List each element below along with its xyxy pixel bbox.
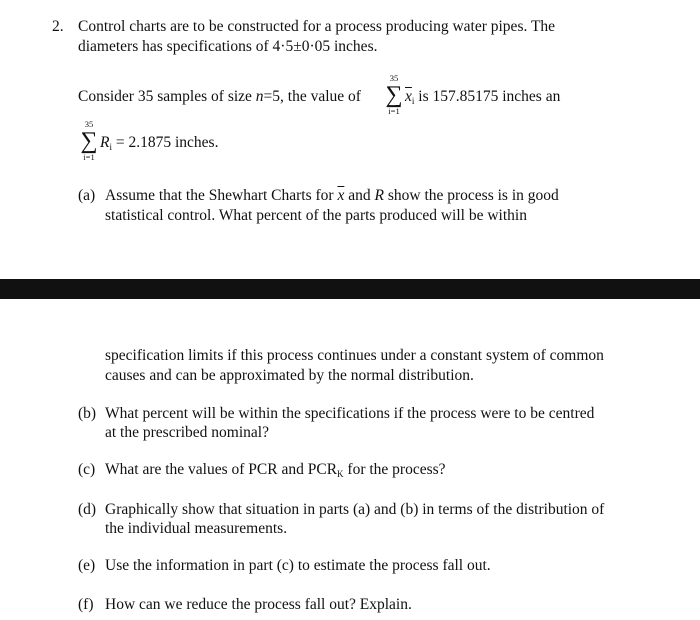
- part-a-line-2: statistical control. What percent of the parts produced will be within: [105, 207, 527, 224]
- xbar-term: [405, 88, 560, 106]
- part-b-label: (b): [78, 405, 97, 422]
- r-variable: R: [100, 134, 110, 151]
- part-c-text-end: for the process?: [343, 461, 446, 478]
- part-a-line-4: causes and can be approximated by the normal distribution.: [105, 367, 474, 384]
- r-sum-upper: 35: [84, 119, 94, 129]
- consider-text: Consider 35 samples of size: [78, 88, 256, 105]
- xbar-variable: $\overline{x}$: [405, 88, 412, 105]
- pcrk-subscript: K: [337, 469, 344, 479]
- sigma-symbol: ∑: [385, 82, 403, 108]
- part-b-line-1: What percent will be within the specifications if the process were to be centred: [105, 405, 595, 422]
- part-d-line-1: Graphically show that situation in parts (a) and (b) in terms of the distribution of: [105, 501, 605, 518]
- part-a-text: Assume that the Shewhart Charts for: [105, 187, 334, 204]
- problem-number: 2.: [52, 18, 64, 35]
- xbar-sum-value: is 157.85175 inches an: [414, 88, 561, 105]
- part-b-line-2: at the prescribed nominal?: [105, 424, 269, 441]
- part-c-text: What are the values of PCR and PCR: [105, 461, 338, 478]
- problem-line-1: Control charts are to be constructed for a process producing water pipes. The: [78, 18, 556, 35]
- r-sum-value: = 2.1875 inches.: [111, 134, 219, 151]
- xbar-summation: [383, 74, 405, 116]
- part-a-and: and: [348, 187, 371, 204]
- part-a-line-1: [105, 187, 559, 205]
- part-e-label: (e): [78, 557, 96, 574]
- part-c-line-1: [105, 461, 446, 479]
- r-summation: [78, 120, 100, 162]
- n-variable: n: [255, 88, 264, 105]
- part-f-line-1: How can we reduce the process fall out? Explain.: [105, 596, 412, 613]
- r-term: [100, 134, 218, 152]
- part-a-label: (a): [78, 187, 96, 204]
- part-a-line-3: specification limits if this process continues under a constant system of common: [105, 347, 604, 364]
- r-sum-lower: i=1: [83, 152, 95, 162]
- r-symbol: R: [374, 187, 384, 204]
- xbar-subscript: i: [411, 96, 415, 106]
- page-separator-bar: [0, 279, 700, 299]
- part-d-line-2: the individual measurements.: [105, 520, 288, 537]
- xbar-sum-upper: 35: [389, 73, 399, 83]
- part-f-label: (f): [78, 596, 94, 613]
- r-subscript: i: [109, 142, 112, 152]
- part-d-label: (d): [78, 501, 97, 518]
- consider-line: [78, 88, 361, 106]
- n-value: =5, the value of: [263, 88, 361, 105]
- part-a-text-end: show the process is in good: [387, 187, 559, 204]
- sigma-symbol: ∑: [80, 128, 98, 154]
- xbar-sum-lower: i=1: [388, 106, 400, 116]
- part-c-label: (c): [78, 461, 96, 478]
- xbar-symbol: $\overline{x}$: [337, 187, 345, 204]
- problem-line-2: diameters has specifications of 4·5±0·05 inches.: [78, 38, 378, 55]
- part-e-line-1: Use the information in part (c) to estimate the process fall out.: [105, 557, 491, 574]
